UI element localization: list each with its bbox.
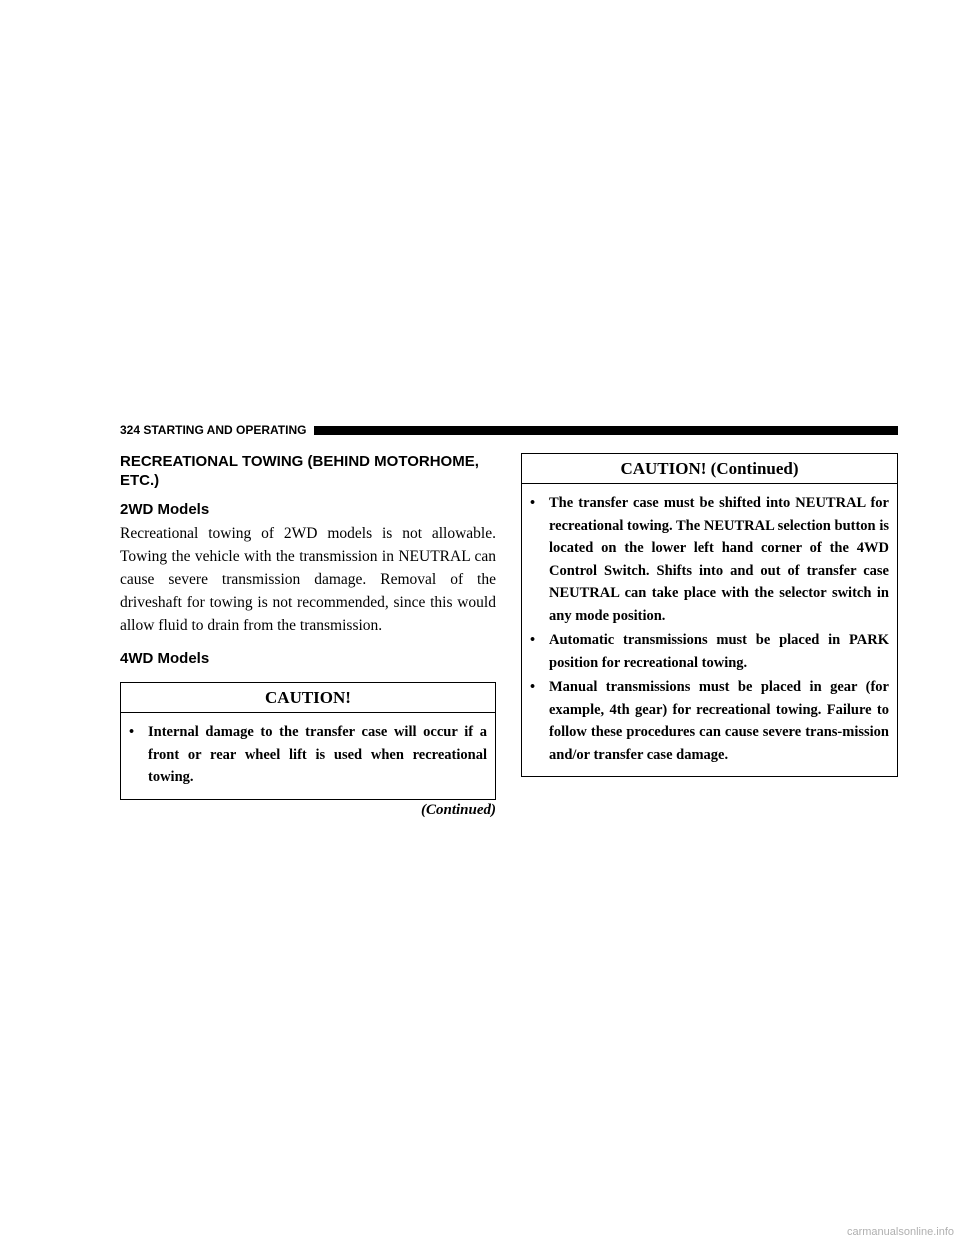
paragraph-2wd: Recreational towing of 2WD models is not allowable. Towing the vehicle with the transmission in NEUTRAL can cause severe transmission damage. Removal of the driveshaft for towing is not recommended, since this would allow fluid to drain from the transmission. [120, 525, 496, 634]
bullet-icon: • [530, 632, 536, 648]
left-column [120, 452, 496, 819]
caution-box [120, 682, 496, 800]
subheading-2wd: 2WD Models [120, 501, 210, 518]
caution-continued-box [521, 453, 898, 777]
caution-list [121, 713, 495, 799]
caution-continued-title: CAUTION! (Continued) [522, 454, 897, 484]
caution-title: CAUTION! [121, 683, 495, 713]
caution-item [530, 492, 889, 627]
bullet-icon: • [129, 724, 135, 740]
caution-item-text: Internal damage to the transfer case will occur if a front or rear wheel lift is used when recreational towing. [148, 724, 487, 785]
caution-item-text: The transfer case must be shifted into NEUTRAL for recreational towing. The NEUTRAL selection button is located on the lower left hand corner of the 4WD Control Switch. Shifts into and out of transfer case NEUTRAL can take place with the selector switch in any mode position. [549, 495, 889, 624]
page-header [120, 421, 898, 439]
bullet-icon: • [530, 495, 536, 511]
caution-item [530, 629, 889, 674]
subheading-4wd: 4WD Models [120, 650, 210, 667]
continued-label: (Continued) [420, 801, 496, 818]
caution-item-text: Manual transmissions must be placed in gear (for example, 4th gear) for recreational towing. Failure to follow these procedures can cause severe trans-mission and/or transfer case damage. [549, 679, 889, 763]
caution-item [129, 721, 487, 789]
caution-continued-list [522, 484, 897, 776]
caution-item-text: Automatic transmissions must be placed in PARK position for recreational towing. [549, 632, 889, 671]
bullet-icon: • [530, 679, 536, 695]
header-rule [314, 426, 898, 435]
watermark: carmanualsonline.info [846, 1226, 954, 1238]
section-title: RECREATIONAL TOWING (BEHIND MOTORHOME, ETC.) [120, 453, 479, 489]
caution-item [530, 676, 889, 766]
page-number-section: 324 STARTING AND OPERATING [120, 423, 307, 437]
right-column [521, 453, 898, 777]
